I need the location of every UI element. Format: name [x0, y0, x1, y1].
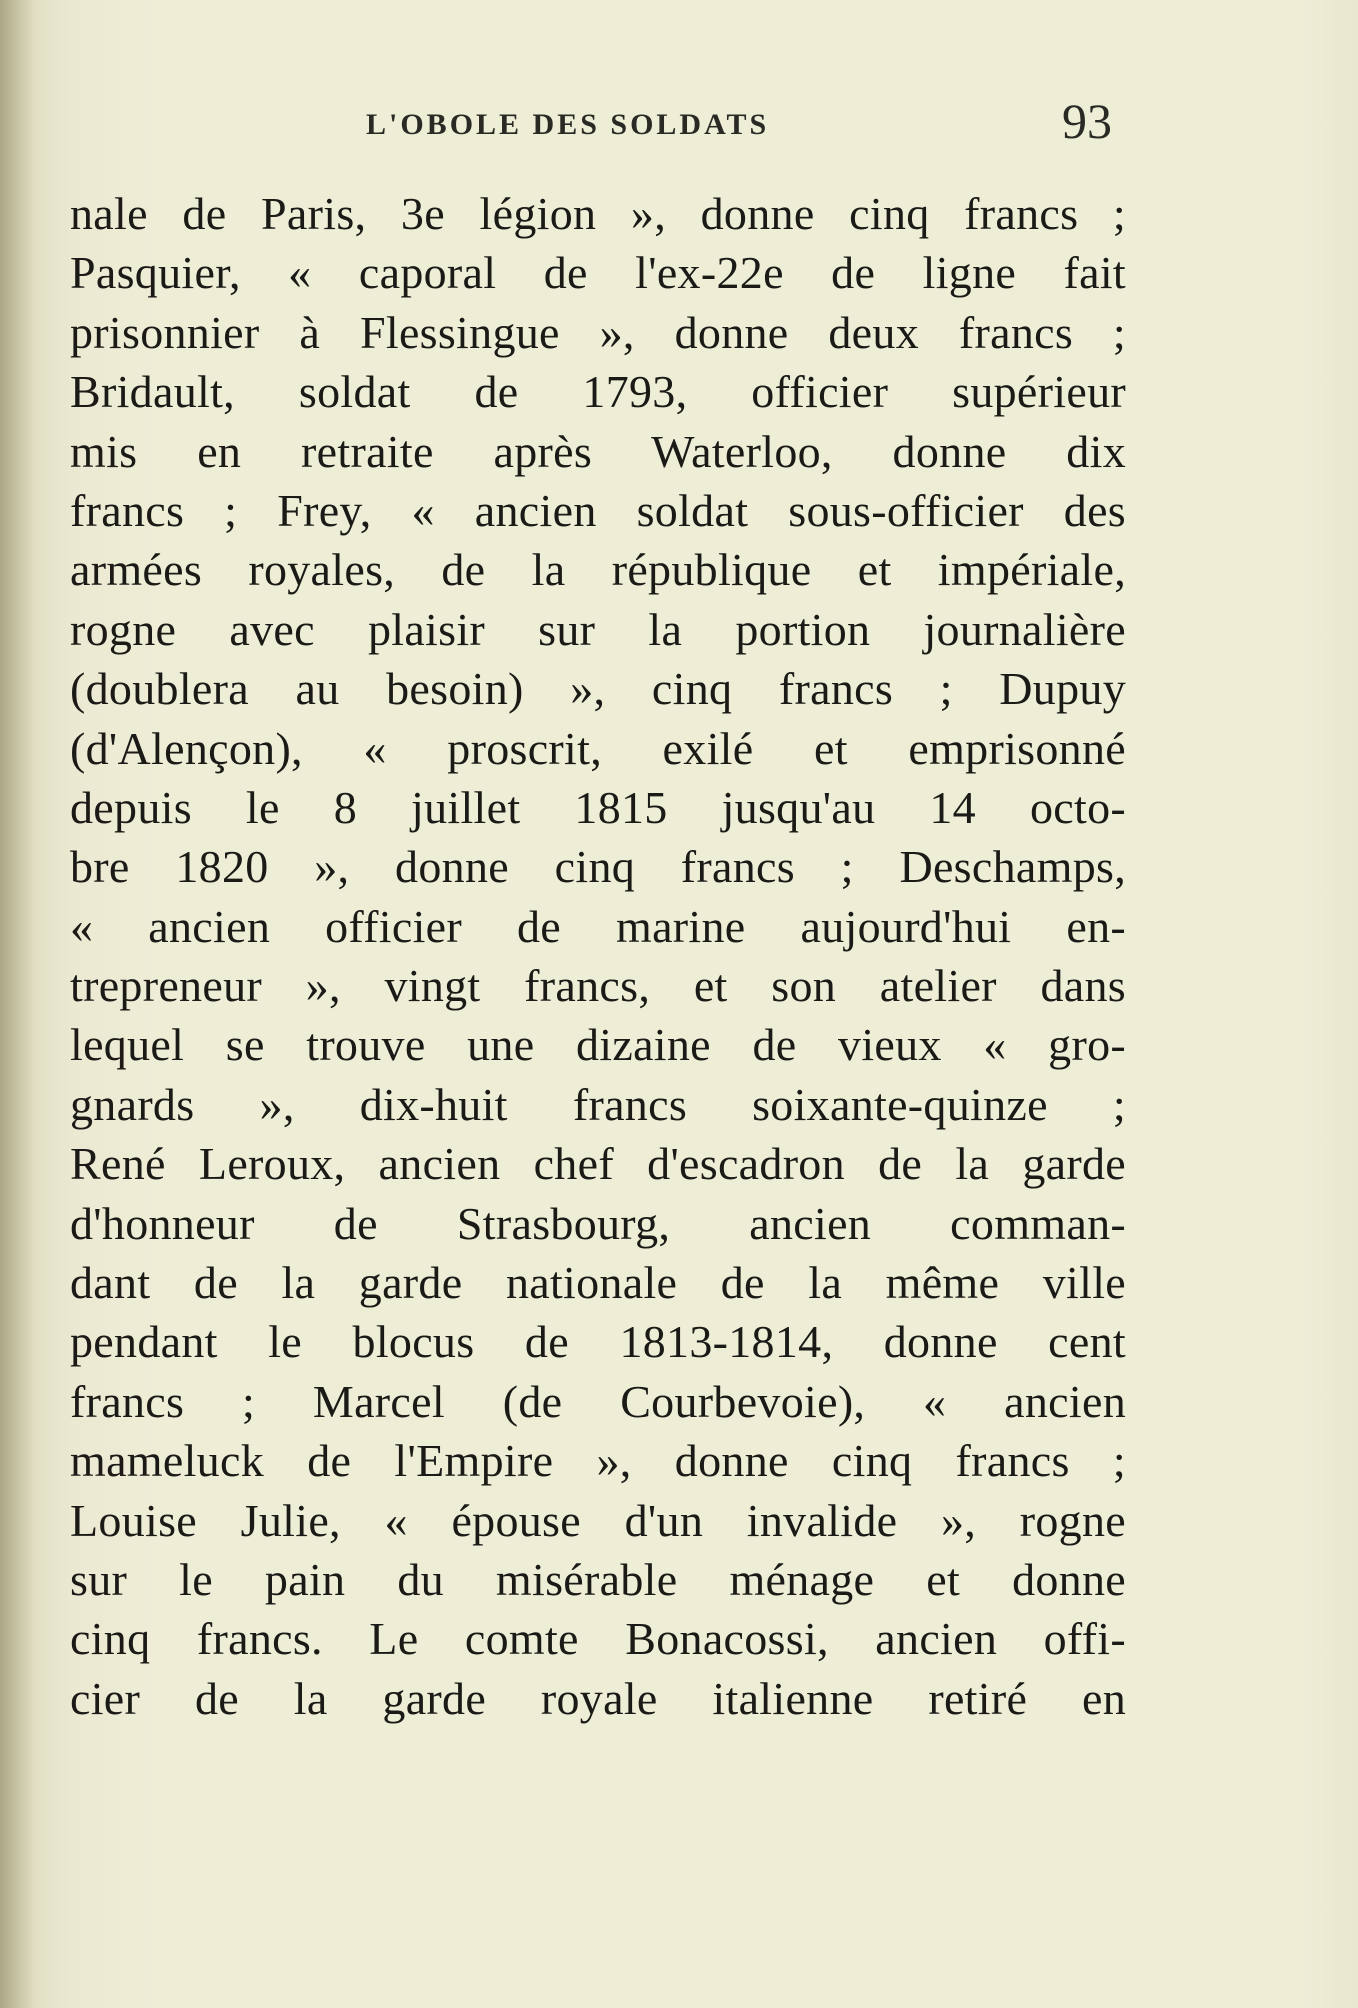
- body-text: [70, 184, 1126, 1728]
- text-line: rogne avec plaisir sur la portion journalière: [70, 603, 1126, 655]
- text-line: armées royales, de la république et impériale,: [70, 544, 1126, 596]
- text-line: René Leroux, ancien chef d'escadron de la garde: [70, 1138, 1126, 1190]
- text-line: lequel se trouve une dizaine de vieux « gro-: [70, 1019, 1126, 1071]
- page-number: 93: [1062, 93, 1112, 149]
- text-line: francs ; Marcel (de Courbevoie), « ancien: [70, 1375, 1126, 1427]
- text-line: gnards », dix-huit francs soixante-quinze ;: [70, 1078, 1126, 1130]
- text-line: bre 1820 », donne cinq francs ; Deschamps,: [70, 841, 1126, 893]
- text-line: pendant le blocus de 1813-1814, donne cent: [70, 1316, 1126, 1368]
- text-line: « ancien officier de marine aujourd'hui en-: [70, 900, 1126, 952]
- text-line: nale de Paris, 3e légion », donne cinq francs ;: [70, 188, 1126, 239]
- text-line: sur le pain du misérable ménage et donne: [70, 1553, 1126, 1605]
- text-line: mis en retraite après Waterloo, donne dix: [70, 425, 1126, 477]
- text-line: cinq francs. Le comte Bonacossi, ancien offi-: [70, 1613, 1126, 1665]
- gutter-shadow: [0, 0, 34, 2008]
- text-line: dant de la garde nationale de la même ville: [70, 1257, 1126, 1309]
- text-line: (d'Alençon), « proscrit, exilé et emprisonné: [70, 722, 1126, 774]
- text-line: cier de la garde royale italienne retiré en: [70, 1672, 1126, 1724]
- text-line: mameluck de l'Empire », donne cinq francs ;: [70, 1435, 1126, 1487]
- text-line: francs ; Frey, « ancien soldat sous-officier des: [70, 484, 1126, 536]
- text-line: Pasquier, « caporal de l'ex-22e de ligne fait: [70, 247, 1126, 299]
- running-title: L'OBOLE DES SOLDATS: [366, 108, 770, 141]
- text-line: Bridault, soldat de 1793, officier supérieur: [70, 366, 1126, 418]
- text-line: trepreneur », vingt francs, et son atelier dans: [70, 960, 1126, 1012]
- text-line: depuis le 8 juillet 1815 jusqu'au 14 octo-: [70, 781, 1126, 833]
- text-line: Louise Julie, « épouse d'un invalide », rogne: [70, 1494, 1126, 1546]
- text-line: d'honneur de Strasbourg, ancien comman-: [70, 1197, 1126, 1249]
- text-line: prisonnier à Flessingue », donne deux francs ;: [70, 306, 1126, 358]
- text-line: (doublera au besoin) », cinq francs ; Dupuy: [70, 663, 1126, 715]
